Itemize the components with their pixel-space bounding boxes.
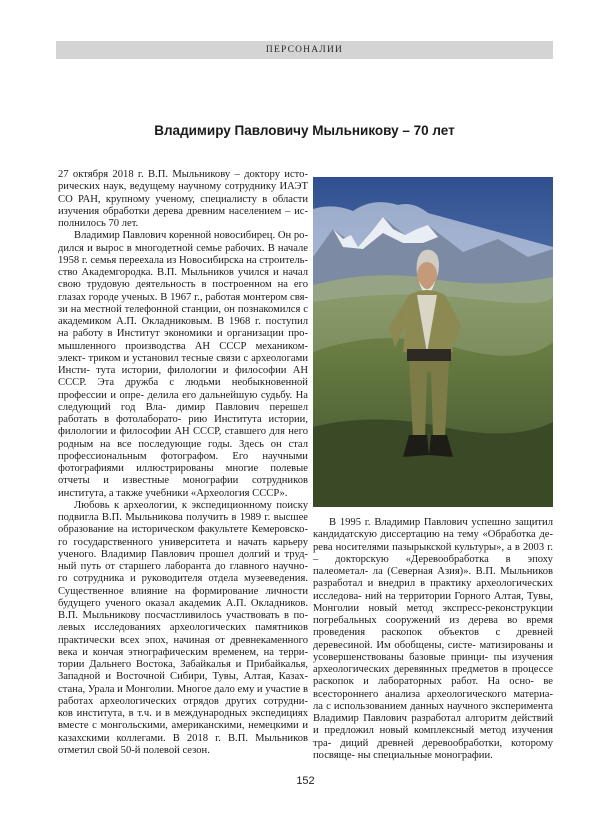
text-line: делила его дальнейшую судьбу. На следующий год Вла- <box>58 389 309 413</box>
text-line: на работу в Институт экономики и организации про- <box>58 328 308 340</box>
text-line: димир Павлович перешел работать в фотолаборато- <box>58 401 308 425</box>
text-line: полнилось 70 лет. <box>58 218 139 229</box>
text-line: зи на местной телефонной станции, он познакомился <box>58 303 301 315</box>
text-line: ны специальные монографии. <box>357 749 493 761</box>
text-line: 27 октября 2018 г. В.П. Мыльникову – доктору исто- <box>58 169 308 180</box>
text-line: ла (Северная Азия)». В.П. Мыльников разработал <box>313 566 553 590</box>
text-line: в процессе раскопок и лабораторных работ. На осно- <box>313 664 553 688</box>
text-line: подвигла В.П. Мыльникова получить в 1989 г. высшее <box>58 512 308 523</box>
text-line: дился и вырос в многодетной семье рабочих. В начале <box>58 242 308 254</box>
text-line: докторскую «Деревообработка в эпоху палеометал- <box>313 553 553 577</box>
text-line: полевые отчеты и известные монографии сотрудников <box>58 463 308 487</box>
text-line: вместе с монгольскими, американскими, немецкими <box>58 720 299 732</box>
text-line: диций древней деревообработки, которому посвяще- <box>313 737 553 761</box>
left-text-column <box>58 169 308 757</box>
text-line: СО РАН, крупному ученому, специалисту в области <box>58 193 308 205</box>
section-label: ПЕРСОНАЛИИ <box>265 45 344 55</box>
text-line: тута истории, филологии и философии АН СССР. Эта <box>58 365 308 389</box>
text-line: ученого. Владимир Павлович прошел долгий и труд- <box>58 548 308 560</box>
text-line: годы. Здесь он стал профессиональным фотографом. <box>58 438 308 462</box>
text-line: сооружений из дерева во время проведения раскопок <box>313 615 553 639</box>
text-line: объектов с древней деревесиной. Им обобщены, систе- <box>313 627 553 651</box>
text-line: рию Института истории, филологии и философии АН <box>58 414 308 438</box>
page-number: 152 <box>296 775 315 787</box>
text-line: будущего ученого оказал академик А.П. Окладников. <box>58 597 308 609</box>
text-line: рева носителями пазырыкской культуры», а в 2003 г. – <box>313 541 553 565</box>
text-line: практически всех эпох, начиная от древнекаменного <box>58 634 308 646</box>
text-line: ный путь от старшего лаборанта до главного научно- <box>58 561 308 572</box>
right-text-column <box>313 517 553 762</box>
paragraph-biography <box>58 230 308 500</box>
text-line: стана, Урала и Монголии. Многое дало ему и участие <box>58 683 301 695</box>
text-line: мышленного производства АН СССР механиком-элект- <box>58 340 308 364</box>
text-line: пы изучения археологических деревянных предметов <box>313 651 553 675</box>
paragraph-intro <box>58 169 308 230</box>
text-line: ве всестороннего анализа археологического материа- <box>313 676 553 700</box>
text-line: изучения обработки дерева древним населением – ис- <box>58 205 308 217</box>
text-line: В.П. Мыльникову посчастливилось участвовать в по- <box>58 610 308 621</box>
text-line: кандидатскую диссертацию на тему «Обработка де- <box>313 529 553 541</box>
text-line: ство Академгородка. В.П. Мыльников учился и начал <box>58 267 308 278</box>
text-line: ний на территории Горного Алтая, Тувы, Монголии <box>313 590 553 614</box>
text-line: с академиком А.П. Окладниковым. В 1968 г. поступил <box>58 303 308 327</box>
text-line: Владимир Павлович коренной новосибирец. Он ро- <box>74 230 308 242</box>
text-line: отметил свой 50-й полевой сезон. <box>58 744 210 756</box>
text-line: матизированы и усовершенствованы базовые принци- <box>313 639 553 663</box>
text-line: и казахскими коллегами. В 2018 г. В.П. Мыльников <box>58 720 308 744</box>
text-line: го государственного университета и начать карьеру <box>58 536 308 548</box>
portrait-photo <box>313 177 553 507</box>
text-line: Владимир Павлович разработал алгоритм действий <box>313 713 553 724</box>
article-title: Владимиру Павловичу Мыльникову – 70 лет <box>154 123 455 138</box>
text-line: тории Дальнего Востока, Забайкалья и Прибайкалья, <box>58 659 308 670</box>
text-line: и внедрил в практику археологических исследова- <box>313 578 553 602</box>
mountain-landscape-image <box>313 177 553 507</box>
text-line: Западной и Восточной Сибири, Тувы, Алтая, Казах- <box>58 671 308 683</box>
text-line: триком и установил тесные связи с археологами Инсти- <box>58 352 308 376</box>
text-line: В 1995 г. Владимир Павлович успешно защитил <box>329 517 553 528</box>
text-line: Любовь к археологии, к экспедиционному поиску <box>74 499 308 511</box>
text-line: и предложил новый комплексный метод изучения тра- <box>313 725 553 749</box>
text-line: образование на историческом факультете Кемеровско- <box>58 524 308 536</box>
text-line: дружба с людьми необыкновенной профессии и опре- <box>58 377 308 401</box>
text-line: 1958 г. семья переехала из Новосибирска на строитель- <box>58 254 308 266</box>
text-line: свою трудовую деятельность в построенном на его <box>58 279 308 291</box>
text-line: новый метод экспресс-реконструкции погребальных <box>313 602 554 626</box>
section-header-bar <box>56 41 553 59</box>
text-line: века и кончая этнографическим временем, на терри- <box>58 646 308 658</box>
text-line: Существенное влияние на формирование личности <box>58 585 308 597</box>
text-line: левых исследованиях археологических памятников <box>58 622 308 634</box>
text-line: глазах городе ученых. В 1967 г., работая монтером свя- <box>58 291 308 303</box>
text-line: го сотрудника и руководителя отдела музееведения. <box>58 573 308 585</box>
text-line: Его научными фотографиями иллюстрированы многие <box>58 450 308 474</box>
text-line: института, а также учебники «Археология СССР». <box>58 487 288 499</box>
text-line: ков института, в т.ч. и в международных экспедициях <box>58 708 308 719</box>
text-line: в работах археологических отрядов других сотрудни- <box>58 683 308 707</box>
text-line: СССР, ставшего для него родным на все последующие <box>58 426 308 450</box>
paragraph-dissertation <box>313 517 553 762</box>
paragraph-archaeology <box>58 500 308 757</box>
text-line: рических наук, ведущему научному сотруднику ИАЭТ <box>58 181 308 193</box>
text-line: ла с использованием данных научного эксперимента <box>313 700 553 712</box>
